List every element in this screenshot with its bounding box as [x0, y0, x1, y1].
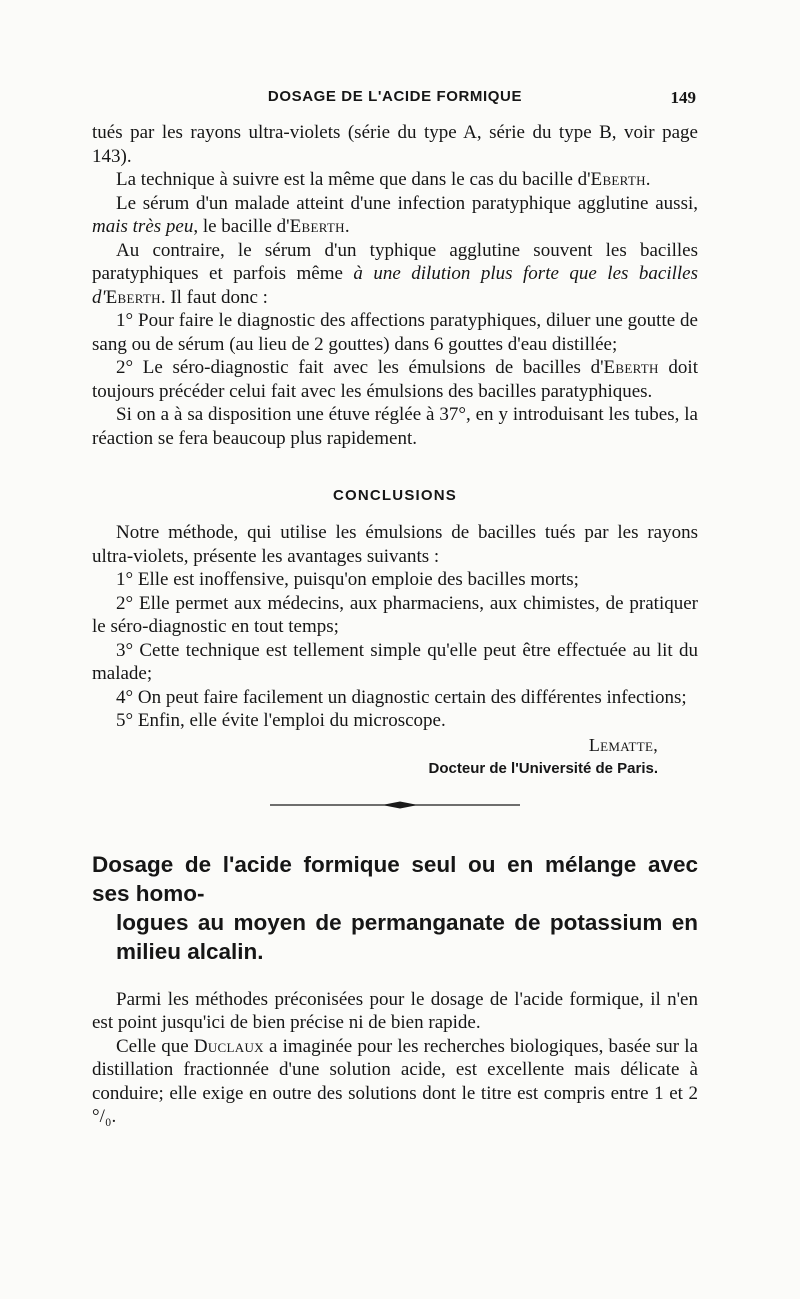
paragraph-typhoid-serum	[92, 239, 698, 310]
text-span: Au contraire, le sérum d'un typhique agglutine souvent les bacilles paratyphiques et parfois même	[92, 239, 698, 284]
conclusion-item: 5° Enfin, elle évite l'emploi du microscope.	[116, 710, 446, 731]
conclusion-item: 1° Elle est inoffensive, puisqu'on emploie des bacilles morts;	[116, 569, 579, 590]
paragraph-continuation: tués par les rayons ultra-violets (série du type A, série du type B, voir page 143).	[92, 122, 698, 167]
text-span: .	[344, 216, 350, 237]
paragraph-technique	[92, 168, 698, 192]
text-span: . Il faut donc :	[160, 286, 268, 308]
page-body	[92, 121, 698, 1129]
author-name: Duclaux	[193, 1035, 264, 1057]
running-title: DOSAGE DE L'ACIDE FORMIQUE	[267, 88, 523, 105]
author-name: Eberth	[105, 286, 161, 308]
text-span: doit toujours précéder celui fait avec les émulsions des bacilles paratyphiques.	[92, 357, 698, 402]
paragraph-paratyphoid-serum	[92, 192, 698, 239]
text-span: a imaginée pour les recherches biologiques, basée sur la distillation fractionnée d'une solution acide, est excellente mais délicate à conduire; elle exige en outre des solutions dont le titre est compris entre 1 et 2 °/₀.	[92, 1035, 698, 1127]
conclusions-intro: Notre méthode, qui utilise les émulsions de bacilles tués par les rayons ultra-violets, présente les avantages suivants :	[92, 522, 698, 567]
paragraph-incubator: Si on a à sa disposition une étuve réglée à 37°, en y introduisant les tubes, la réaction se fera beaucoup plus rapidement.	[92, 404, 698, 449]
signature-title: Docteur de l'Université de Paris.	[428, 759, 658, 777]
conclusion-item: 4° On peut faire facilement un diagnostic certain des différentes infections;	[116, 686, 687, 708]
article-title-line: logues au moyen de permanganate de potassium en milieu alcalin.	[116, 909, 698, 964]
author-name: Eberth	[289, 216, 345, 237]
conclusion-item: 3° Cette technique est tellement simple qu'elle peut être effectuée au lit du malade;	[92, 639, 698, 684]
article-title-line: Dosage de l'acide formique seul ou en mélange avec ses homo-	[92, 851, 698, 906]
list-item-2	[92, 356, 698, 403]
text-span: Celle que	[116, 1035, 194, 1057]
emphasis-text: à une dilution plus forte que les bacilles d'	[92, 263, 698, 308]
text-span: La technique à suivre est la même que dans le cas du bacille d'	[116, 169, 591, 190]
text-span: .	[645, 169, 651, 190]
article-paragraph: Parmi les méthodes préconisées pour le dosage de l'acide formique, il n'en est point jusqu'ici de bien précise ni de bien rapide.	[92, 988, 698, 1033]
conclusion-item: 2° Elle permet aux médecins, aux pharmaciens, aux chimistes, de pratiquer le séro-diagnostic en tout temps;	[92, 592, 698, 637]
author-name: Eberth	[603, 357, 659, 378]
article-title	[92, 850, 698, 966]
article-paragraph	[92, 1035, 698, 1129]
text-span: Le sérum d'un malade atteint d'une infection paratyphique agglutine aussi,	[116, 192, 698, 214]
text-span: 2° Le séro-diagnostic fait avec les émulsions de bacilles d'	[116, 357, 604, 378]
page-header	[92, 88, 698, 112]
list-item-1: 1° Pour faire le diagnostic des affections paratyphiques, diluer une goutte de sang ou de sérum (au lieu de 2 gouttes) dans 6 gouttes d'eau distillée;	[92, 310, 698, 355]
text-span: , le bacille d'	[193, 216, 290, 237]
page-number: 149	[670, 88, 696, 107]
conclusions-heading: CONCLUSIONS	[332, 487, 458, 504]
emphasis-text: mais très peu	[92, 216, 194, 237]
ornamental-rule	[270, 799, 520, 811]
author-name: Eberth	[590, 169, 646, 190]
signature-name: Lematte,	[588, 734, 658, 755]
